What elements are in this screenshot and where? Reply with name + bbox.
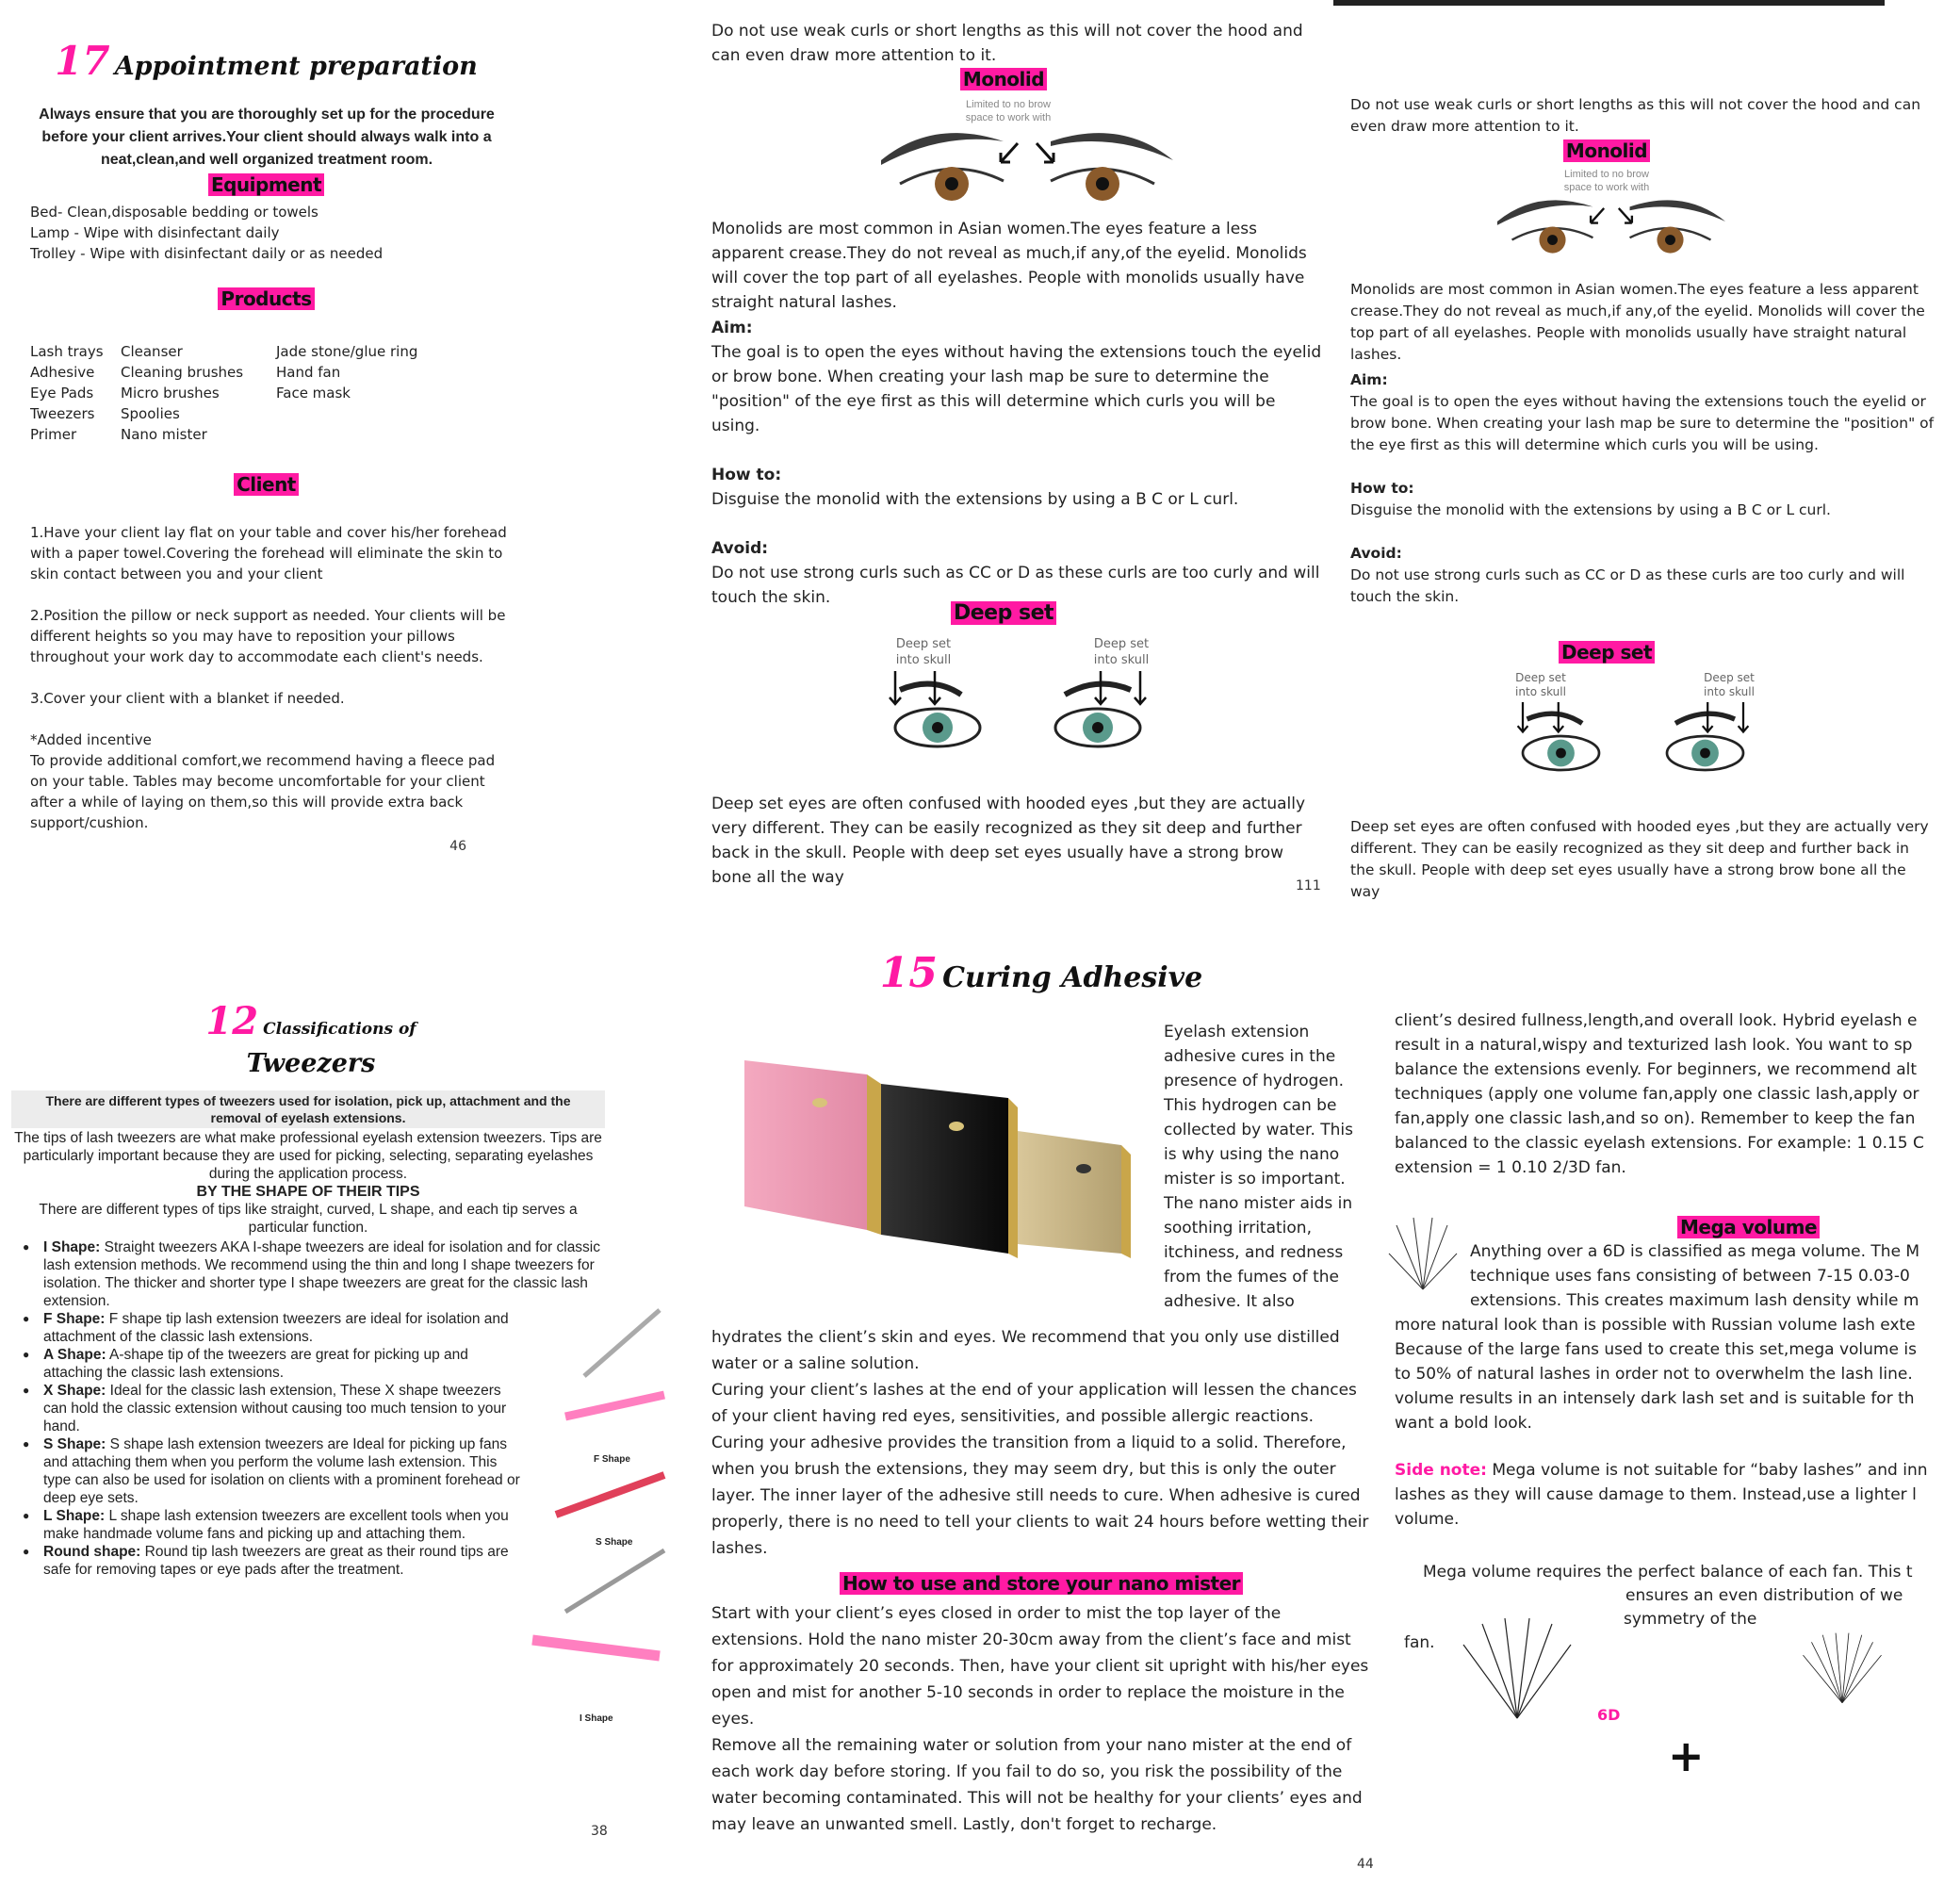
incentive-text: To provide additional comfort,we recommend having a fleece pad on your table. Tables may become uncomfortable for your client after a while of laying on them,so this will provide extra back support/cushion. xyxy=(30,752,496,831)
mega-volume-heading: Mega volume xyxy=(1677,1216,1820,1238)
equipment-heading: Equipment xyxy=(208,173,324,196)
client-heading: Client xyxy=(234,473,299,496)
tweezer-list xyxy=(11,1238,614,1579)
tweezers-illustration xyxy=(528,1305,669,1729)
aim-section xyxy=(1350,369,1935,608)
products-col-1 xyxy=(30,341,104,445)
list-item: Primer xyxy=(30,426,77,443)
deepset-heading: Deep set xyxy=(951,601,1056,625)
page-number: 111 xyxy=(1296,878,1321,893)
chapter-title: Curing Adhesive xyxy=(942,961,1203,994)
list-item: Lash trays xyxy=(30,343,104,360)
avoid-label: Avoid: xyxy=(711,539,769,558)
intro-banner: There are different types of tweezers used for isolation, pick up, attachment and the removal of eyelash extensions. xyxy=(11,1090,605,1128)
side-text-column: Eyelash extension adhesive cures in the presence of hydrogen. This hydrogen can be collected by water. This is why using the nano mister is so important. The nano mister aids in soothing irritation, itchiness, and redness from the fumes of the adhesive. It also xyxy=(1164,1023,1353,1311)
monolid-eyes-illustration xyxy=(1494,183,1729,260)
paragraph: Curing your client’s lashes at the end of your application will lessen the chances of your client having red eyes, sensitivities, and possible allergic reactions. Curing your adhesive provides the transition from a liquid to a solid. Therefore, when you brush the extensions, they may seem dry, but this is only the outer layer. The inner layer of the adhesive still needs to cure. When adhesive is cured properly, there is no need to tell your clients to wait 24 hours before wetting their lashes. xyxy=(711,1381,1369,1558)
chapter-title: Appointment preparation xyxy=(114,52,478,81)
intro-text: Always ensure that you are thoroughly set up for the procedure before your client arrives.Your client should always walk into a neat,clean,and well organized treatment room. xyxy=(39,107,495,168)
monolid-note: Limited to no brow space to work with xyxy=(965,99,1052,123)
deepset-text: Deep set eyes are often confused with hooded eyes ,but they are actually very different. They can be easily recognized as they sit deep and further back in the skull. People with deep set eyes usually have a strong brow bone all the way xyxy=(1350,818,1929,900)
client-step-3: 3.Cover your client with a blanket if needed. xyxy=(30,690,345,707)
chapter-number: 15 xyxy=(879,949,939,997)
list-item: Cleaning brushes xyxy=(121,364,244,381)
balance-line-1: Mega volume requires the perfect balance of each fan. This t xyxy=(1423,1563,1913,1582)
howto-label: How to: xyxy=(1350,480,1414,497)
list-item: Nano mister xyxy=(121,426,207,443)
list-item: Spoolies xyxy=(121,405,180,422)
nano-mister-photo xyxy=(726,1027,1140,1263)
intro-text: The tips of lash tweezers are what make professional eyelash extension tweezers. Tips are particularly important because they are used for picking, selecting, separating eyelashes during the application process. xyxy=(14,1130,602,1182)
monolid-heading: Monolid xyxy=(960,68,1047,90)
client-steps xyxy=(30,522,511,833)
deepset-note-left: Deep set into skull xyxy=(1515,671,1566,698)
page-111 xyxy=(697,0,1333,905)
list-item: ● F Shape: F shape tip lash extension tweezers are ideal for isolation and attachment of the classic lash extensions. xyxy=(11,1310,539,1346)
monolid-note: Limited to no brow space to work with xyxy=(1563,169,1650,193)
list-item: Jade stone/glue ring xyxy=(276,343,418,360)
equipment-list xyxy=(30,202,383,264)
label-f-shape: F Shape xyxy=(594,1454,630,1465)
balance-line-2: ensures an even distribution of we xyxy=(1625,1586,1903,1605)
client-step-1: 1.Have your client lay flat on your table and cover his/her forehead with a paper towel.Covering the forehead will eliminate the skin to skin contact between you and your client xyxy=(30,524,507,582)
page-number: 38 xyxy=(591,1824,608,1839)
list-item: ● S Shape: S shape lash extension tweezers are Ideal for picking up fans and attaching them when you perform the volume lash extension. This type can also be used for isolation on clients with a prominent forehead or deep eye sets. xyxy=(11,1435,520,1507)
monolid-text: Monolids are most common in Asian women.The eyes feature a less apparent crease.They do not reveal as much,if any,of the eyelid. Monolids will cover the top part of all eyelashes. People with monolids usually have straight natural lashes. xyxy=(1350,281,1925,363)
body-text xyxy=(711,1324,1371,1562)
avoid-text: Do not use strong curls such as CC or D as these curls are too curly and will touch the skin. xyxy=(1350,566,1905,605)
list-item: Face mask xyxy=(276,385,351,402)
products-col-2 xyxy=(121,341,243,445)
side-note: Side note: Mega volume is not suitable for “baby lashes” and inn lashes as they will cause damage to them. Instead,use a lighter l volume. xyxy=(1395,1461,1928,1529)
howto-text: Disguise the monolid with the extensions by using a B C or L curl. xyxy=(711,490,1239,509)
paragraph: Start with your client’s eyes closed in order to mist the top layer of the extensions. Hold the nano mister 20-30cm away from the client’s face and mist for approximately 20 seconds. Then, have your client sit upright with his/her eyes open and mist for another 5-10 seconds in order to replace the moisture in the eyes. xyxy=(711,1604,1369,1729)
paragraph: hydrates the client’s skin and eyes. We recommend that you only use distilled water or a saline solution. xyxy=(711,1328,1340,1373)
plus-sign: + xyxy=(1668,1730,1705,1781)
chapter-subtitle: Classifications of xyxy=(263,1020,416,1039)
avoid-label: Avoid: xyxy=(1350,545,1402,562)
lash-fan-mega-icon xyxy=(1800,1616,1885,1720)
list-item: Hand fan xyxy=(276,364,341,381)
chapter-number: 17 xyxy=(55,38,110,84)
deepset-eyes-illustration xyxy=(886,671,1168,756)
aim-label: Aim: xyxy=(1350,371,1388,388)
products-heading: Products xyxy=(218,287,314,310)
chapter-title: Tweezers xyxy=(246,1049,376,1078)
fan-label: fan. xyxy=(1404,1633,1435,1652)
top-bar xyxy=(1333,0,1885,6)
incentive-label: *Added incentive xyxy=(30,731,152,748)
list-item: ● X Shape: Ideal for the classic lash extension, These X shape tweezers can hold the classic extension without causing too much tension to your hand. xyxy=(11,1382,520,1435)
hybrid-text: client’s desired fullness,length,and overall look. Hybrid eyelash e result in a natural,wispy and texturized lash look. You want to sp balance the extensions evenly. For beginners, we recommend alt techniques (apply one volume fan,apply one classic lash,apply or fan,apply one classic lash,and so on). Remember to keep the fan balanced to the classic eyelash extensions. For example: 1 0.15 C extension = 1 0.10 2/3D fan. xyxy=(1395,1011,1924,1177)
mega-text-indented: Anything over a 6D is classified as mega volume. The M technique uses fans consisting of between 7-15 0.03-0 extensions. This creates maximum lash density while m xyxy=(1470,1242,1920,1310)
page-title xyxy=(697,949,1385,997)
chapter-number: 12 xyxy=(205,999,259,1043)
howto-heading: How to use and store your nano mister xyxy=(840,1572,1243,1595)
deepset-heading: Deep set xyxy=(1559,641,1655,664)
subheading: BY THE SHAPE OF THEIR TIPS xyxy=(196,1184,420,1200)
deepset-text: Deep set eyes are often confused with hooded eyes ,but they are actually very different. They can be easily recognized as they sit deep and further back in the skull. People with deep set eyes usually have a strong brow bone all the way xyxy=(711,795,1306,887)
lash-fan-6d-icon xyxy=(1456,1616,1578,1720)
intro-text: Do not use weak curls or short lengths as this will not cover the hood and can even draw more attention to it. xyxy=(1350,96,1921,135)
page-number: 44 xyxy=(1357,1857,1374,1872)
side-note-label: Side note: xyxy=(1395,1461,1487,1480)
client-step-2: 2.Position the pillow or neck support as needed. Your clients will be different heights so you may have to reposition your pillows throughout your work day to accommodate each client's needs. xyxy=(30,607,506,665)
intro-text: Do not use weak curls or short lengths as this will not cover the hood and can even draw more attention to it. xyxy=(711,22,1303,65)
list-item: ● Round shape: Round tip lash tweezers are great as their round tips are safe for removing tapes or eye pads after the treatment. xyxy=(11,1543,539,1579)
page-number: 46 xyxy=(449,839,466,854)
page-46 xyxy=(0,0,532,854)
list-item: ● L Shape: L shape lash extension tweezers are excellent tools when you make handmade volume fans and picking up and attaching them. xyxy=(11,1507,520,1543)
page-45 xyxy=(1385,928,1928,1885)
howto-text xyxy=(711,1600,1371,1838)
avoid-text: Do not use strong curls such as CC or D as these curls are too curly and will touch the skin. xyxy=(711,564,1320,607)
label-6d: 6D xyxy=(1597,1706,1621,1724)
page-title xyxy=(0,999,622,1043)
page-44 xyxy=(697,928,1385,1885)
aim-text: The goal is to open the eyes without having the extensions touch the eyelid or brow bone. When creating your lash map be sure to determine the "position" of the eye first as this will determine which curls you will be using. xyxy=(711,343,1322,435)
list-item: Bed- Clean,disposable bedding or towels xyxy=(30,204,318,221)
list-item: Tweezers xyxy=(30,405,95,422)
mega-text: more natural look than is possible with Russian volume lash exte Because of the large fans used to create this set,mega volume is to 50% of natural lashes in order not to overwhelm the lash line. volume results in an intensely dark lash set and is suitable for th want a bold look. xyxy=(1395,1316,1917,1433)
list-item: Cleanser xyxy=(121,343,183,360)
paragraph: Remove all the remaining water or solution from your nano mister at the end of each work day before storing. If you fail to do so, you risk the possibility of the water becoming contaminated. This will not be healthy for your clients’ eyes and may leave an unwanted smell. Lastly, don't forget to recharge. xyxy=(711,1736,1363,1834)
subheading-text: There are different types of tips like straight, curved, L shape, and each tip serves a particular function. xyxy=(39,1202,578,1236)
list-item: Lamp - Wipe with disinfectant daily xyxy=(30,224,280,241)
page-title xyxy=(0,38,532,84)
deepset-note-left: Deep set into skull xyxy=(895,637,952,667)
monolid-eyes-illustration xyxy=(876,113,1178,207)
monolid-text: Monolids are most common in Asian women.The eyes feature a less apparent crease.They do not reveal as much,if any,of the eyelid. Monolids will cover the top part of all eyelashes. People with monolids usually have straight natural lashes. xyxy=(711,220,1307,312)
list-item: Adhesive xyxy=(30,364,95,381)
howto-text: Disguise the monolid with the extensions by using a B C or L curl. xyxy=(1350,501,1831,518)
aim-label: Aim: xyxy=(711,319,753,337)
list-item: ● A Shape: A-shape tip of the tweezers are great for picking up and attaching the classic lash extensions. xyxy=(11,1346,520,1382)
balance-line-3: symmetry of the xyxy=(1624,1610,1757,1629)
label-s-shape: S Shape xyxy=(596,1537,633,1548)
deepset-note-right: Deep set into skull xyxy=(1093,637,1150,667)
page-38 xyxy=(0,928,660,1885)
label-i-shape: I Shape xyxy=(580,1713,613,1724)
howto-label: How to: xyxy=(711,466,782,484)
list-item: Eye Pads xyxy=(30,385,94,402)
list-item: Trolley - Wipe with disinfectant daily or as needed xyxy=(30,245,384,262)
lash-fan-small-icon xyxy=(1385,1216,1461,1291)
deepset-note-right: Deep set into skull xyxy=(1704,671,1755,698)
list-item: ● I Shape: Straight tweezers AKA I-shape tweezers are ideal for isolation and for classic lash extension methods. We recommend using the thin and long I shape tweezers for isolation. The thicker and shorter type I shape tweezers are great for the classic lash extension. xyxy=(11,1238,614,1310)
deepset-eyes-illustration xyxy=(1514,702,1769,779)
page-111-duplicate xyxy=(1333,0,1935,905)
aim-section xyxy=(711,316,1324,610)
list-item: Micro brushes xyxy=(121,385,220,402)
products-col-3 xyxy=(276,341,417,403)
aim-text: The goal is to open the eyes without having the extensions touch the eyelid or brow bone. When creating your lash map be sure to determine the "position" of the eye first as this will determine which curls you will be using. xyxy=(1350,393,1935,453)
monolid-heading: Monolid xyxy=(1563,139,1650,162)
